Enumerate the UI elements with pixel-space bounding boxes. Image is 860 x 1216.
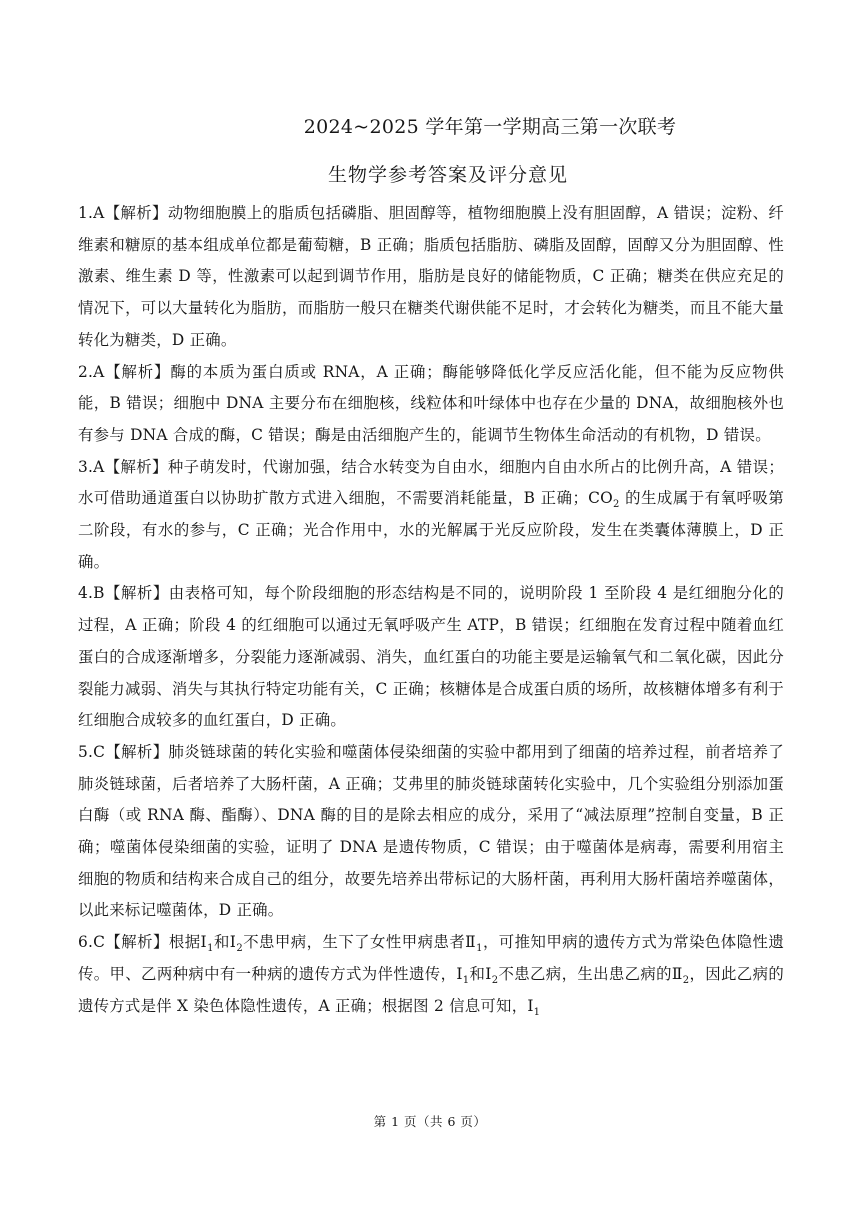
- answer-item-3: 3.A【解析】种子萌发时，代谢加强，结合水转变为自由水，细胞内自由水所占的比例升高，A 错误；水可借助通道蛋白以协助扩散方式进入细胞，不需要消耗能量，B 正确；$CO_2$ 的生成属于有氧呼吸第二阶段，有水的参与，C 正确；光合作用中，水的光解属于光反应阶段，发生在类囊体薄膜上，D 正确。: [78, 457, 784, 571]
- page-footer: 第 1 页（共 6 页）: [373, 1114, 487, 1129]
- page-subtitle: 生物学参考答案及评分意见: [327, 164, 568, 186]
- answer-item-5: 5.C【解析】肺炎链球菌的转化实验和噬菌体侵染细菌的实验中都用到了细菌的培养过程，前者培养了肺炎链球菌，后者培养了大肠杆菌，A 正确；艾弗里的肺炎链球菌转化实验中，几个实验组分别添加蛋白酶（或 RNA 酶、酯酶）、DNA 酶的目的是除去相应的成分，采用了“减法原理”控制自变量，B 正确；噬菌体侵染细菌的实验，证明了 DNA 是遗传物质，C 错误；由于噬菌体是病毒，需要利用宿主细胞的物质和结构来合成自己的组分，故要先培养出带标记的大肠杆菌，再利用大肠杆菌培养噬菌体，以此来标记噬菌体，D 正确。: [78, 742, 784, 920]
- answer-item-1: 1.A【解析】动物细胞膜上的脂质包括磷脂、胆固醇等，植物细胞膜上没有胆固醇，A 错误；淀粉、纤维素和糖原的基本组成单位都是葡萄糖，B 正确；脂质包括脂肪、磷脂及固醇，固醇又分为胆固醇、性激素、维生素 D 等，性激素可以起到调节作用，脂肪是良好的储能物质，C 正确；糖类在供应充足的情况下，可以大量转化为脂肪，而脂肪一般只在糖类代谢供能不足时，才会转化为糖类，而且不能大量转化为糖类，D 正确。: [78, 204, 784, 349]
- answer-list: [78, 198, 784, 1022]
- page-title: 2024~2025 学年第一学期高三第一次联考: [303, 116, 677, 138]
- answer-item-2: 2.A【解析】酶的本质为蛋白质或 RNA，A 正确；酶能够降低化学反应活化能，但不能为反应物供能，B 错误；细胞中 DNA 主要分布在细胞核，线粒体和叶绿体中也存在少量的 DNA，故细胞核外也有参与 DNA 合成的酶，C 错误；酶是由活细胞产生的，能调节生物体生命活动的有机物，D 错误。: [78, 362, 784, 444]
- answer-item-6: 6.C【解析】根据$Ⅰ_1$和$Ⅰ_2$不患甲病，生下了女性甲病患者$Ⅱ_1$，可推知甲病的遗传方式为常染色体隐性遗传。甲、乙两种病中有一种病的遗传方式为伴性遗传，$Ⅰ_1$和$Ⅰ_2$不患乙病，生出患乙病的$Ⅱ_2$，因此乙病的遗传方式是伴 X 染色体隐性遗传，A 正确；根据图 2 信息可知，$Ⅰ_1$: [78, 933, 784, 1018]
- answer-item-4: 4.B【解析】由表格可知，每个阶段细胞的形态结构是不同的，说明阶段 1 至阶段 4 是红细胞分化的过程，A 正确；阶段 4 的红细胞可以通过无氧呼吸产生 ATP，B 错误；红细胞在发育过程中随着血红蛋白的合成逐渐增多，分裂能力逐渐减弱、消失，血红蛋白的功能主要是运输氧气和二氧化碳，因此分裂能力减弱、消失与其执行特定功能有关，C 正确；核糖体是合成蛋白质的场所，故核糖体增多有利于红细胞合成较多的血红蛋白，D 正确。: [78, 584, 784, 730]
